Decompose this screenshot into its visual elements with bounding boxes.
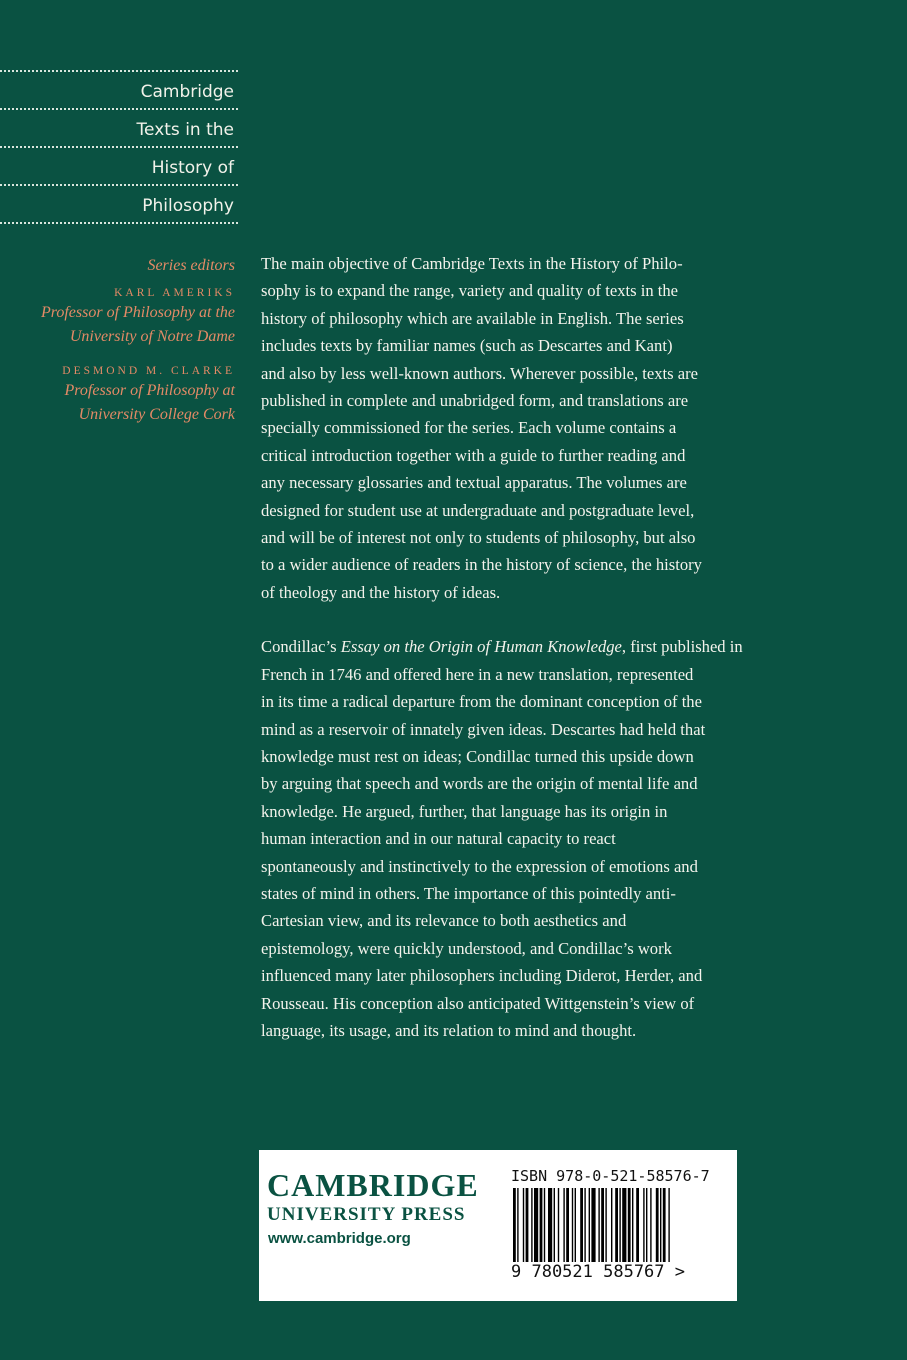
text-line: includes texts by familiar names (such as Descartes and Kant) — [261, 336, 673, 356]
text-line: French in 1746 and offered here in a new translation, represented — [261, 664, 694, 684]
text-line: , first published in — [621, 637, 743, 657]
text-line: states of mind in others. The importance of this pointedly anti- — [261, 883, 676, 903]
series-editors — [0, 254, 235, 427]
text-line: history of philosophy which are available in English. The series — [261, 308, 684, 328]
book-title: Essay on the Origin of Human Knowledge — [340, 637, 622, 657]
barcode-icon — [509, 1188, 725, 1262]
text-line: sophy is to expand the range, variety and quality of texts in the — [261, 281, 679, 301]
text-line: and also by less well-known authors. Wherever possible, texts are — [261, 363, 699, 383]
text-line: The main objective of Cambridge Texts in the History of Philo- — [261, 254, 683, 273]
editor-role: University of Notre Dame — [69, 328, 235, 345]
text-line: knowledge must rest on ideas; Condillac turned this upside down — [261, 746, 694, 766]
text-line: epistemology, were quickly understood, and Condillac’s work — [261, 938, 672, 958]
editor-role: Professor of Philosophy at — [64, 382, 235, 399]
text-line: in its time a radical departure from the dominant conception of the — [261, 692, 702, 712]
isbn-label: ISBN 978-0-521-58576-7 — [511, 1167, 710, 1185]
publisher-name: CAMBRIDGE — [267, 1167, 479, 1203]
series-title-box — [0, 70, 238, 224]
text-line: published in complete and unabridged form, and translations are — [261, 391, 689, 411]
text-line: and will be of interest not only to students of philosophy, but also — [261, 528, 696, 548]
editor-role: University College Cork — [78, 406, 235, 423]
series-title-line: Philosophy — [0, 184, 238, 224]
text-line: to a wider audience of readers in the history of science, the history — [261, 555, 702, 575]
series-editors-heading: Series editors — [147, 257, 235, 274]
text-line: designed for student use at undergraduate and postgraduate level, — [261, 500, 695, 520]
series-title-line: Texts in the — [0, 108, 238, 146]
text-line: influenced many later philosophers including Diderot, Herder, and — [261, 966, 703, 986]
text-line: language, its usage, and its relation to mind and thought. — [261, 1020, 637, 1040]
series-title-line: History of — [0, 146, 238, 184]
text-line: any necessary glossaries and textual apparatus. The volumes are — [261, 473, 687, 493]
editor-name: DESMOND M. CLARKE — [62, 365, 235, 377]
text-line: knowledge. He argued, further, that language has its origin in — [261, 801, 668, 821]
text-line: critical introduction together with a guide to further reading and — [261, 445, 686, 465]
series-description-paragraph — [261, 250, 781, 606]
publisher-box — [259, 1150, 737, 1301]
book-description-paragraph — [261, 633, 781, 1044]
text-line: of theology and the history of ideas. — [261, 582, 501, 602]
editor-role: Professor of Philosophy at the — [40, 304, 235, 321]
publisher-press: UNIVERSITY PRESS — [267, 1204, 466, 1225]
text-line: Condillac’s — [261, 637, 341, 657]
blurb-text — [261, 250, 781, 1044]
editor-name: KARL AMERIKS — [114, 287, 235, 299]
text-line: spontaneously and instinctively to the expression of emotions and — [261, 856, 698, 876]
publisher-url: www.cambridge.org — [268, 1230, 411, 1247]
text-line: mind as a reservoir of innately given ideas. Descartes had held that — [261, 719, 706, 739]
barcode-digits: 9 780521 585767 > — [511, 1262, 685, 1282]
text-line: by arguing that speech and words are the origin of mental life and — [261, 774, 698, 794]
text-line: Cartesian view, and its relevance to both aesthetics and — [261, 911, 627, 931]
text-line: human interaction and in our natural capacity to react — [261, 829, 616, 849]
text-line: Rousseau. His conception also anticipated Wittgenstein’s view of — [261, 993, 695, 1013]
series-title-line: Cambridge — [0, 70, 238, 108]
text-line: specially commissioned for the series. Each volume contains a — [261, 418, 677, 438]
